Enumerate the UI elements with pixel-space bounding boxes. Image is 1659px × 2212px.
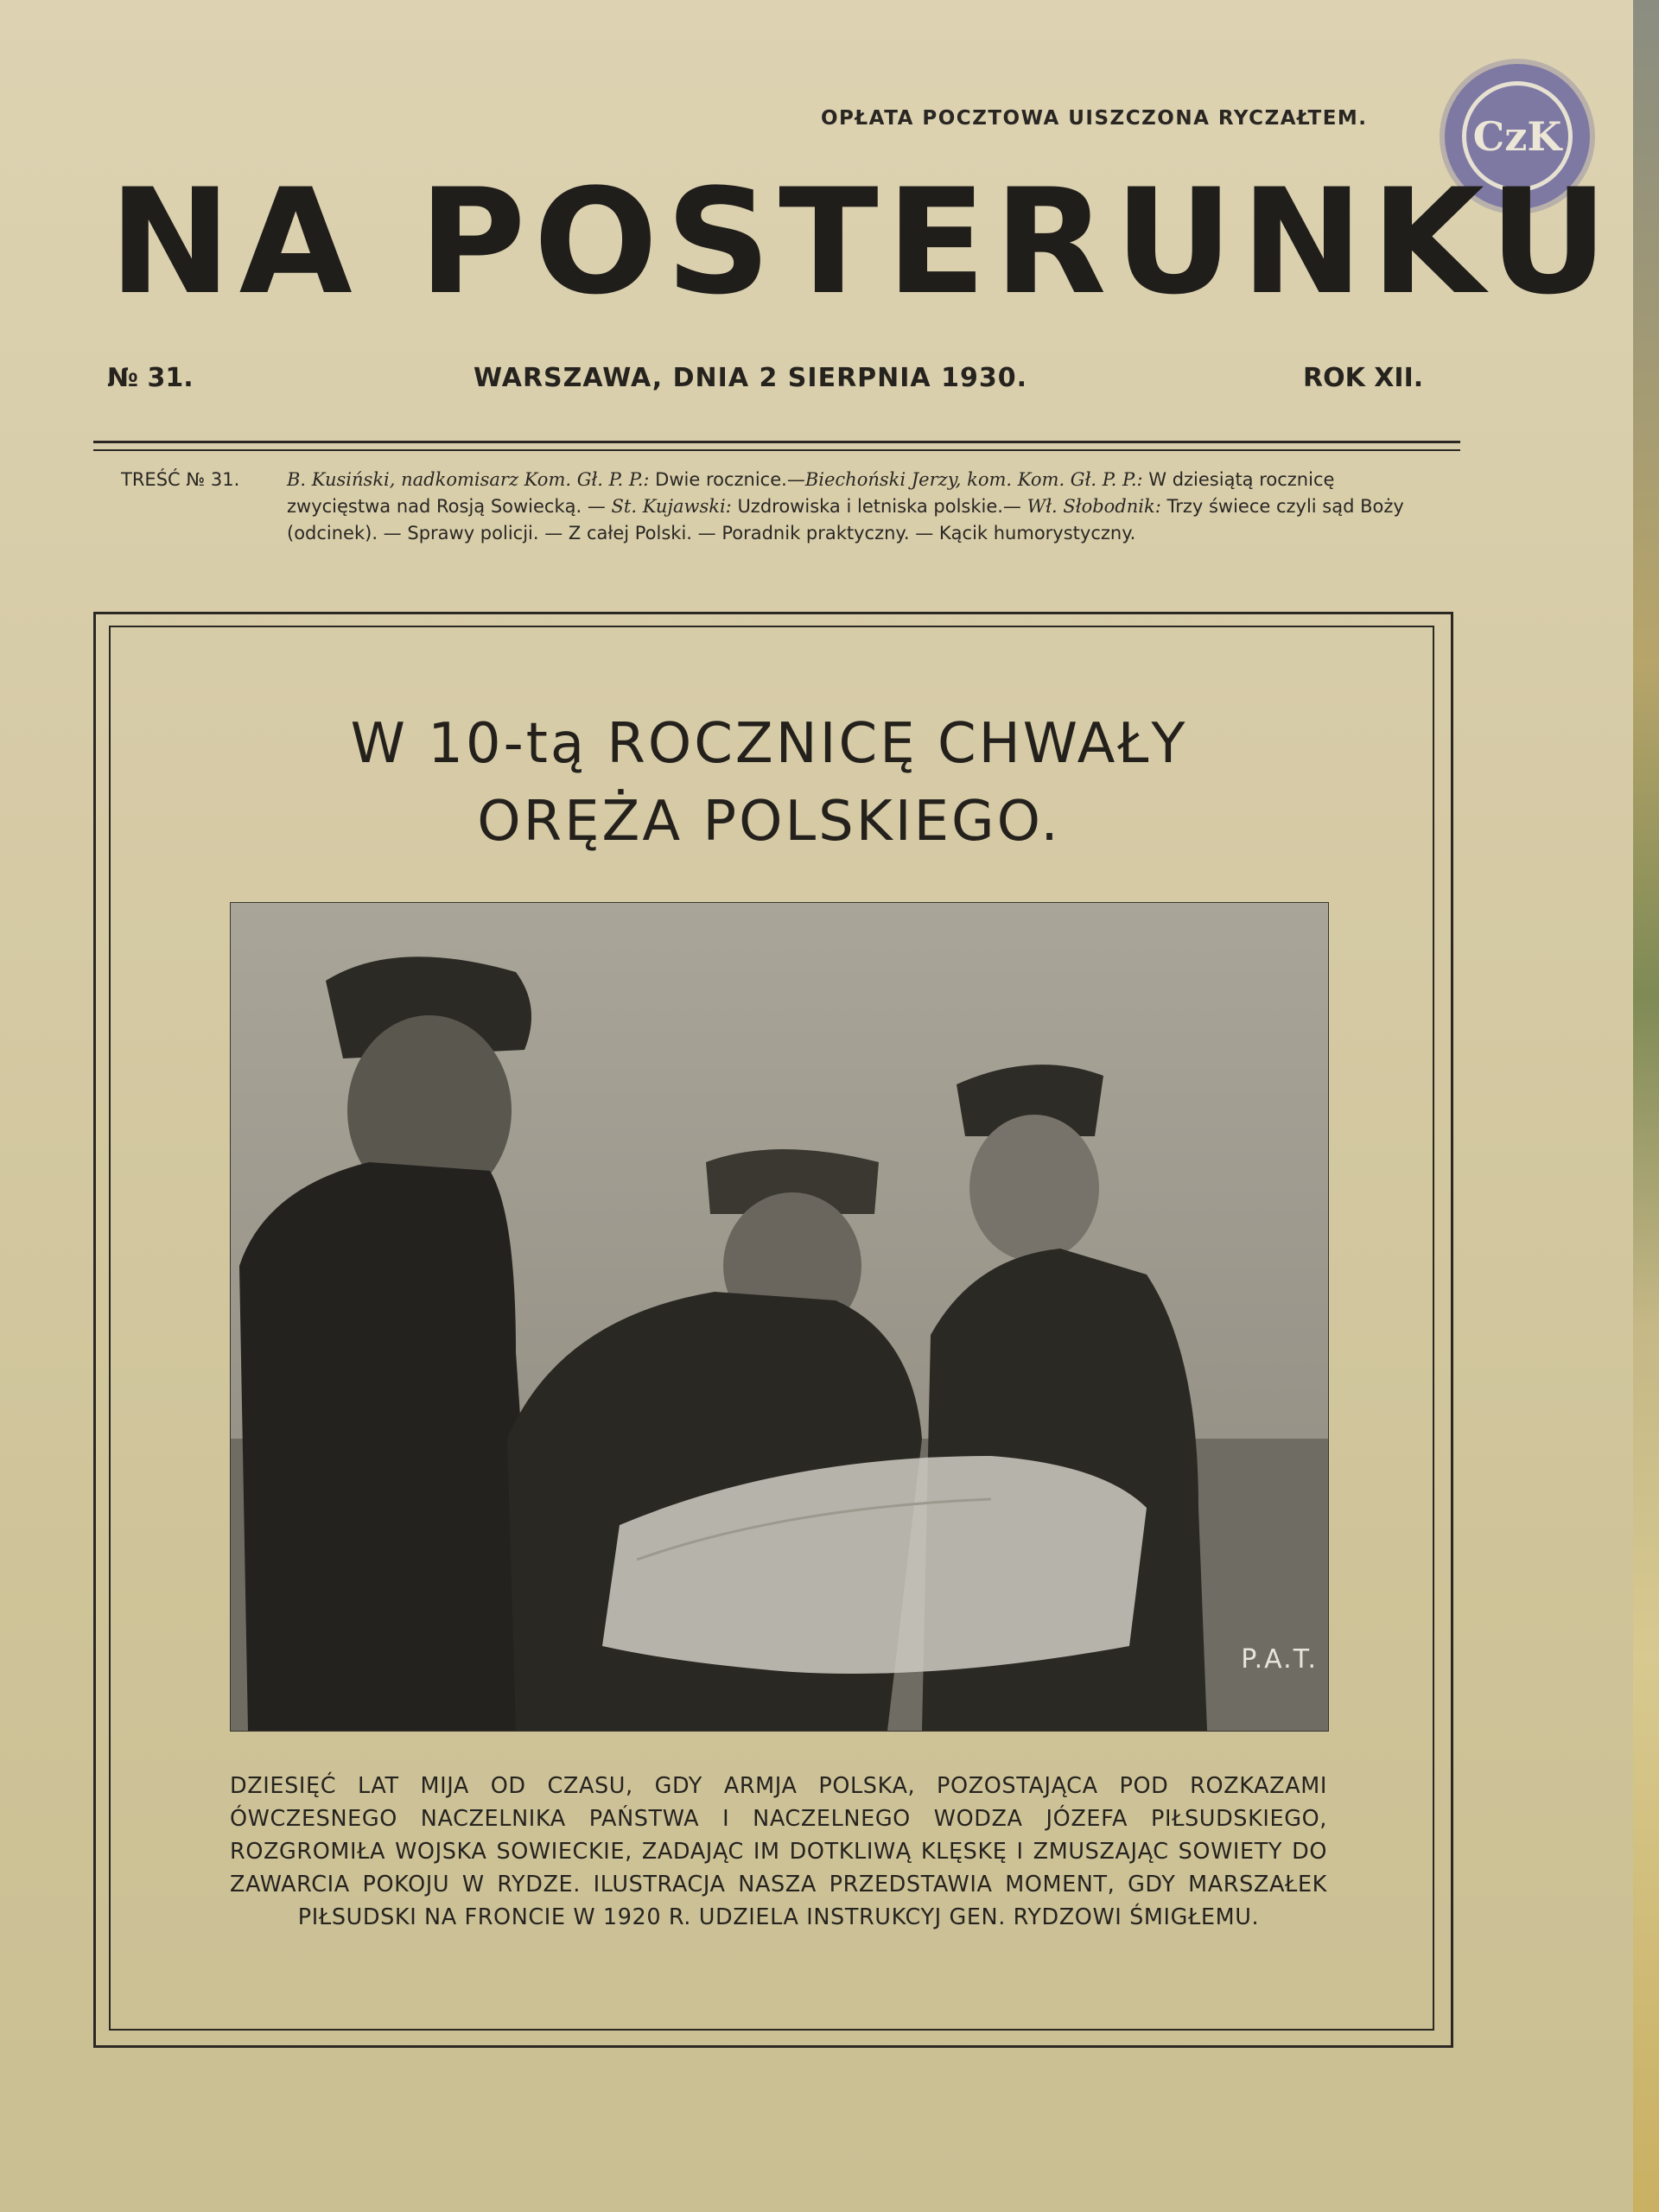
photo-caption: DZIESIĘĆ LAT MIJA OD CZASU, GDY ARMJA POLSKA, POZOSTAJĄCA POD ROZKAZAMI ÓWCZESNEGO NACZELNIKA PAŃSTWA I NACZELNEGO WODZA JÓZEFA PIŁSUDSKIEGO, ROZGROMIŁA WOJSKA SOWIECKIE, ZADAJĄC IM DOTKLIWĄ KLĘSKĘ I ZMUSZAJĄC SOWIETY DO ZAWARCIA POKOJU W RYDZE. ILUSTRACJA NASZA PRZEDSTAWIA MOMENT, GDY MARSZAŁEK PIŁSUDSKI NA FRONCIE W 1920 R. UDZIELA INSTRUKCYJ GEN. RYDZOWI ŚMIGŁEMU.	[230, 1773, 1327, 1930]
contents-author: Wł. Słobodnik:	[1027, 496, 1161, 517]
contents-author: St. Kujawski:	[611, 496, 732, 517]
feature-photo	[230, 902, 1329, 1732]
contents-label: TREŚĆ № 31.	[121, 469, 240, 490]
contents-title: Dwie rocznice.—	[649, 469, 805, 490]
masthead-title: NA POSTERUNKU	[109, 157, 1616, 327]
issue-year: ROK XII.	[1303, 363, 1424, 393]
stamp-text: CzK	[1472, 113, 1562, 160]
issue-info-row	[0, 363, 1633, 397]
photo-credit: P.A.T.	[1241, 1644, 1318, 1675]
contents-body	[287, 467, 1436, 547]
headline-line: W 10-tą ROCZNICĘ CHWAŁY	[350, 712, 1188, 776]
postage-note: OPŁATA POCZTOWA UISZCZONA RYCZAŁTEM.	[821, 107, 1368, 130]
background-scene	[1633, 0, 1659, 2212]
issue-number: № 31.	[107, 363, 194, 393]
divider-rule	[93, 441, 1460, 443]
headline-line: ORĘŻA POLSKIEGO.	[477, 790, 1061, 854]
photo-illustration	[231, 903, 1328, 1731]
contents-author: B. Kusiński, nadkomisarz Kom. Gł. P. P.:	[287, 469, 650, 490]
contents-title: Uzdrowiska i letniska polskie.—	[731, 496, 1027, 517]
divider-rule	[93, 449, 1460, 451]
feature-headline	[156, 705, 1382, 861]
contents-title: W dziesiątą rocznicę zwycięstwa nad Rosją Sowiecką. —	[287, 469, 1335, 517]
contents-title: Trzy świece czyli sąd Boży (odcinek). — Sprawy policji. — Z całej Polski. — Poradnik praktyczny. — Kącik humorystyczny.	[287, 496, 1404, 543]
issue-date: WARSZAWA, DNIA 2 SIERPNIA 1930.	[474, 363, 1027, 393]
contents-author: Biechoński Jerzy, kom. Kom. Gł. P. P.:	[804, 469, 1143, 490]
